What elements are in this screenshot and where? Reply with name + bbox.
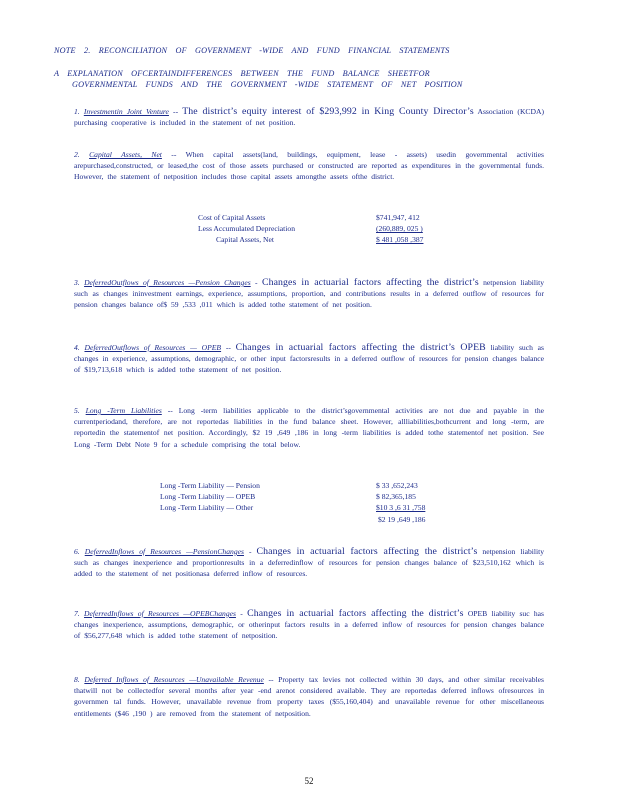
item-heading: Deferred Inflows of Resources —Unavailable Revenue (84, 675, 264, 684)
item-emphasis: Changes in actuarial factors affecting the district’s (256, 546, 478, 557)
paragraph-long-term-liabilities (74, 405, 544, 450)
item-body: Property tax levies not collected within 30 days, and other similar receivables thatwill not be collectedfor several months after year -end arenot considered available. They are reportedas deferred inflows ofresources in governmen tal funds. However, unavailable revenue from property taxes ($55,160,404) and unavailable revenue for other miscellaneous entitlements ($46 ,190 ) are removed from the statement of netposition. (74, 675, 544, 718)
item-heading: DeferredOutflows of Resources —Pension Changes (84, 278, 251, 287)
paragraph-deferred-outflows-pension (74, 277, 544, 311)
row-value: $ 481 ,058 ,387 (376, 235, 424, 245)
item-separator: - (250, 278, 262, 287)
row-value: $10 3 ,6 31 ,758 (376, 503, 426, 513)
item-separator: -- (221, 343, 236, 352)
item-number: 6. (74, 547, 80, 556)
table-row (160, 480, 460, 491)
item-emphasis: Changes in actuarial factors affecting the district’s (261, 277, 479, 288)
note-title: NOTE 2. RECONCILIATION OF GOVERNMENT -WIDE AND FUND FINANCIAL STATEMENTS (54, 46, 450, 55)
item-body: Long -term liabilities applicable to the district’sgovernmental activities are not due and payable in the currentperiodand, therefore, are not reportedas liabilities in the fund balance sheet. However, allliabilities,bothcurrent and long -term, are reportedin the statementof net position. Accordingly, $2 19 ,649 ,186 in long -term liabilities is added tothe statementof net position. See Long -Term Debt Note 9 for a schedule comprising the total below. (74, 406, 544, 449)
item-emphasis: Changes in actuarial factors affecting the district’s (247, 608, 464, 619)
item-separator: -- (263, 675, 279, 684)
item-body: When capital assets(land, buildings, equipment, lease - assets) usedin governmental activities arepurchased,constructed, or leased,the cost of those assets purchased or constructed are reported as expenditures in the governmental funds. However, the statement of netposition includes those capital assets amongthe assets ofthe district. (74, 150, 544, 182)
item-separator: -- (161, 406, 179, 415)
row-label: Long -Term Liability — OPEB (160, 492, 256, 502)
row-label: Less Accumulated Depreciation (198, 224, 295, 234)
table-row (160, 502, 460, 513)
paragraph-deferred-inflows-opeb (74, 608, 544, 642)
row-value: (260,889, 025 ) (376, 224, 423, 234)
paragraph-deferred-outflows-opeb (74, 342, 544, 376)
item-number: 2. (74, 150, 80, 159)
row-label: Cost of Capital Assets (198, 213, 266, 222)
item-heading: DeferredInflows of Resources —OPEBChanges (84, 609, 236, 618)
item-heading: Long -Term Liabilities (85, 406, 162, 415)
item-body: netpension liability such as changes ininvestment earnings, experience, assumptions, proportion, and contributions results in a deferred outflow of resources for pension changes balance of$ 59 ,533 ,011 which is added tothe statement of net position. (74, 278, 545, 310)
item-separator: -- (161, 150, 186, 159)
item-heading: DeferredOutflows of Resources — OPEB (84, 343, 222, 352)
table-row (198, 212, 458, 223)
item-emphasis: Changes in actuarial factors affecting the district’s OPEB (235, 342, 486, 353)
item-separator: - (235, 609, 248, 618)
item-heading: DeferredInflows of Resources —PensionChanges (84, 547, 244, 556)
item-number: 3. (74, 278, 80, 287)
item-heading: Capital Assets, Net (89, 150, 162, 159)
item-body: netpension liability such as changes inexperience and proportionresults in a deferredinflow of resources for pension changes balance of $23,510,162 which is added to the statement of net positionasa deferred inflow of resources. (74, 547, 544, 579)
item-separator: -- (168, 107, 183, 116)
item-number: 1. (74, 107, 80, 116)
row-value: $2 19 ,649 ,186 (378, 514, 426, 524)
item-number: 8. (74, 675, 80, 684)
row-value: $ 82,365,185 (376, 492, 416, 502)
item-body: liability such as changes in experience, assumptions, demographic, or other input factorsresults in a deferred outflow of resources for pension changes balance of $19,713,618 which is added tothe statement of net position. (74, 343, 544, 375)
row-label: Long -Term Liability — Pension (160, 481, 260, 490)
long-term-liabilities-table (160, 480, 460, 525)
section-heading-line-2: GOVERNMENTAL FUNDS AND THE GOVERNMENT -WIDE STATEMENT OF NET POSITION (72, 80, 463, 89)
table-row (198, 234, 458, 245)
row-label: Capital Assets, Net (216, 235, 275, 245)
item-number: 4. (74, 343, 80, 352)
table-row (160, 491, 460, 502)
paragraph-deferred-inflows-pension (74, 546, 544, 580)
table-row-total (160, 514, 460, 525)
page-number: 52 (304, 776, 314, 786)
item-body: OPEB liability suc has changes inexperience, assumptions, demographic, or otherinput factors results in a deferred inflow of resources for pension changes balance of $56,277,648 which is added tothe statement of netposition. (74, 609, 544, 641)
item-emphasis: The district’s equity interest of $293,992 in King County Director’s (182, 106, 474, 117)
capital-assets-table (198, 212, 458, 246)
paragraph-capital-assets (74, 149, 544, 183)
row-value: $ 33 ,652,243 (376, 481, 418, 490)
paragraph-investment-joint-venture (74, 106, 544, 128)
paragraph-deferred-inflows-unavailable-revenue (74, 674, 544, 719)
section-heading-line-1: A EXPLANATION OFCERTAINDIFFERENCES BETWEEN THE FUND BALANCE SHEETFOR (54, 69, 430, 78)
row-label: Long -Term Liability — Other (160, 503, 254, 513)
item-number: 5. (74, 406, 80, 415)
row-value: $741,947, 412 (376, 213, 420, 222)
item-separator: - (243, 547, 257, 556)
table-row (198, 223, 458, 234)
item-body: Association (KCDA) purchasing cooperative is included in the statement of net position. (74, 107, 544, 128)
item-number: 7. (74, 609, 80, 618)
item-heading: Investmentin Joint Venture (83, 107, 169, 116)
